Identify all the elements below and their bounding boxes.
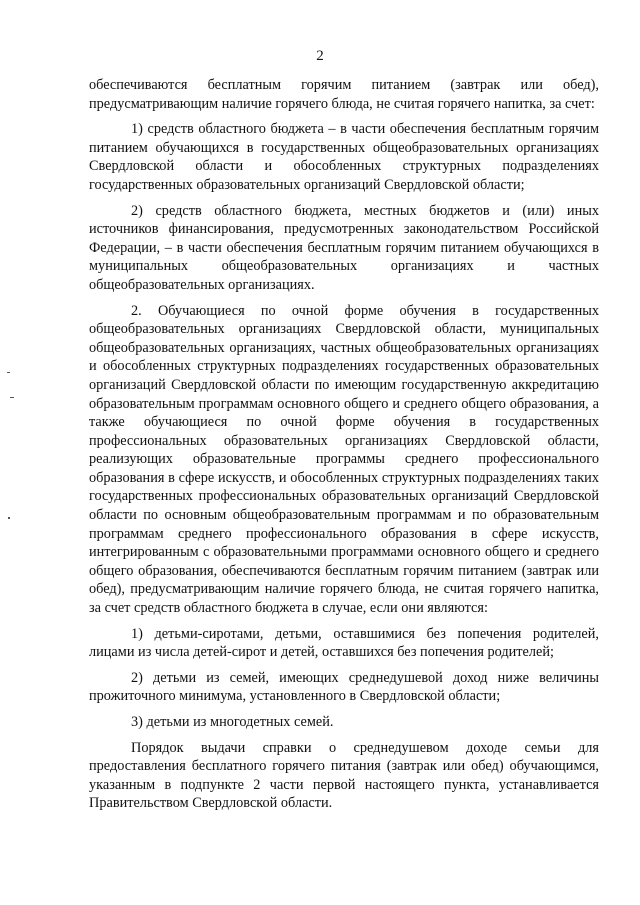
- paragraph-category-3: 3) детьми из многодетных семей.: [131, 714, 334, 730]
- paragraph-point-2: 2. Обучающиеся по очной форме обучения в государственных общеобразовательных организациях Свердловской области, муниципальных общеобразовательных организациях, частных общеобразовательных организациях и обособленных структурных подразделениях государственных образовательных организаций Свердловской области по имеющим государственную аккредитацию образовательным программам основного общего и среднего общего образования, а также обучающиеся по очной форме обучения в государственных профессиональных образовательных организациях Свердловской области, реализующих образовательные программы среднего профессионального образования в сфере искусств, и обособленных структурных подразделениях таких государственных профессиональных образовательных организаций Свердловской области по основным общеобразовательным программам и по образовательным программам среднего профессионального образования в сфере искусств, интегрированным с образовательными программами основного общего и среднего общего образования, обеспечиваются бесплатным горячим питанием (завтрак или обед), предусматривающим наличие горячего блюда, не считая горячего напитка, за счет средств областного бюджета в случае, если они являются:: [89, 302, 599, 617]
- paragraph-procedure: Порядок выдачи справки о среднедушевом доходе семьи для предоставления бесплатного горячего питания (завтрак или обед) обучающимся, указанным в подпункте 2 части первой настоящего пункта, устанавливается Правительством Свердловской области.: [89, 739, 599, 812]
- paragraph-subitem-1: 1) средств областного бюджета – в части обеспечения бесплатным горячим питанием обучающихся в государственных общеобразовательных организациях Свердловской области и обособленных структурных подразделениях государственных образовательных организаций Свердловской области;: [89, 121, 599, 193]
- document-body: [89, 76, 599, 813]
- scan-mark: [7, 372, 10, 373]
- paragraph-continuation: обеспечиваются бесплатным горячим питанием (завтрак или обед), предусматривающим наличие горячего блюда, не считая горячего напитка, за счет:: [89, 77, 599, 112]
- paragraph-category-1: 1) детьми-сиротами, детьми, оставшимися без попечения родителей, лицами из числа детей-сирот и детей, оставшихся без попечения родителей;: [89, 625, 599, 661]
- page-number: 2: [316, 48, 324, 64]
- paragraph-subitem-2: 2) средств областного бюджета, местных бюджетов и (или) иных источников финансирования, предусмотренных законодательством Российской Федерации, – в части обеспечения бесплатным горячим питанием обучающихся в муниципальных общеобразовательных организациях и частных общеобразовательных организациях.: [89, 202, 599, 293]
- scan-mark: [10, 397, 14, 398]
- paragraph-category-2: 2) детьми из семей, имеющих среднедушевой доход ниже величины прожиточного минимума, установленного в Свердловской области;: [89, 669, 599, 705]
- scan-mark: [8, 517, 10, 519]
